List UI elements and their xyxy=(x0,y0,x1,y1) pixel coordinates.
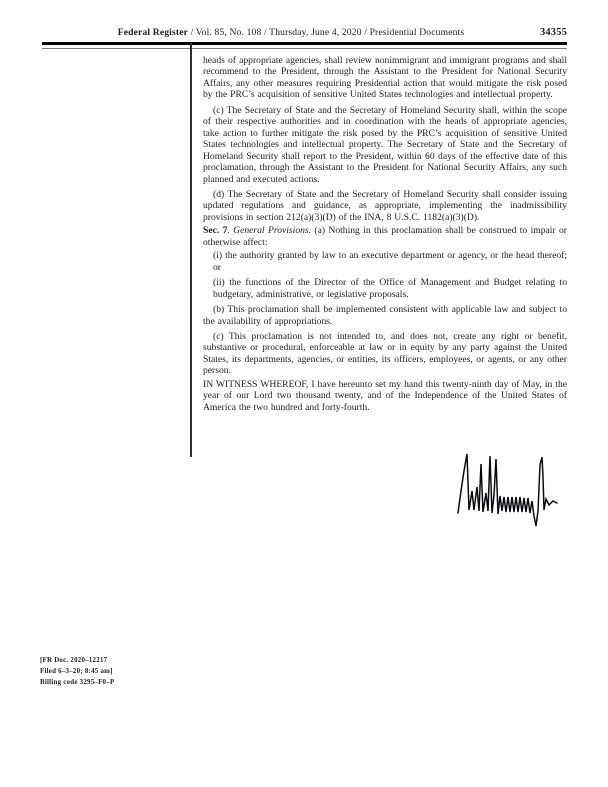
journal-name: Federal Register xyxy=(117,27,189,38)
paragraph-b: (b) This proclamation shall be implemented consistent with applicable law and subject to the availability of appropriations. xyxy=(203,304,567,327)
section-7-label: Sec. 7 xyxy=(203,225,228,237)
subitem-ii: (ii) the functions of the Director of the Office of Management and Budget relating to budgetary, administrative, or legislative proposals. xyxy=(213,277,567,300)
page-footer xyxy=(40,655,114,689)
issue-info: / Vol. 85, No. 108 / Thursday, June 4, 2020 / Presidential Documents xyxy=(188,27,465,38)
billing-code: Billing code 3295–F0–P xyxy=(40,679,115,687)
paragraph-c: (c) The Secretary of State and the Secretary of Homeland Security shall, within the scope of their respective authorities and in coordination with the heads of appropriate agencies, take action to further mitigate the risk posed by the PRC’s acquisition of sensitive United States technologies and intellectual property. The Secretary of State and the Secretary of Homeland Security shall report to the President, within 60 days of the effective date of this proclamation, through the Assistant to the President for National Security Affairs, any such planned and executed actions. xyxy=(203,104,567,185)
section-7-title: . General Provisions. xyxy=(227,225,315,237)
header-rule-bottom xyxy=(42,48,567,50)
header-title xyxy=(42,27,540,38)
presidential-signature xyxy=(456,451,566,531)
page-header xyxy=(42,27,567,38)
filed-date: Filed 6–3–20; 8:45 am] xyxy=(40,668,113,676)
left-margin-rule xyxy=(190,43,192,457)
section-7-text: (a) Nothing in this proclamation shall be construed to impair or otherwise affect: xyxy=(203,225,567,248)
witness-clause: IN WITNESS WHEREOF, I have hereunto set my hand this twenty-ninth day of May, in the year of our Lord two thousand twenty, and of the Independence of the United States of America the two hundred and forty-fourth. xyxy=(203,378,567,413)
paragraph-d: (d) The Secretary of State and the Secretary of Homeland Security shall consider issuing updated regulations and guidance, as appropriate, implementing the inadmissibility provisions in section 212(a)(3)(D) of the INA, 8 U.S.C. 1182(a)(3)(D). xyxy=(203,188,567,223)
header-rule-top xyxy=(42,42,567,45)
fr-doc-number: [FR Doc. 2020–12217 xyxy=(40,657,108,664)
subitem-i: (i) the authority granted by law to an executive department or agency, or the head thereof; or xyxy=(213,250,567,273)
section-7-heading xyxy=(203,225,567,248)
paragraph-c2: (c) This proclamation is not intended to, and does not, create any right or benefit, substantive or procedural, enforceable at law or in equity by any party against the United States, its departments, agencies, or entities, its officers, employees, or agents, or any other person. xyxy=(203,330,567,377)
paragraph-continuation: heads of appropriate agencies, shall review nonimmigrant and immigrant programs and shall recommend to the President, through the Assistant to the President for National Security Affairs, any other measures requiring Presidential action that would mitigate the risk posed by the PRC’s acquisition of sensitive United States technologies and intellectual property. xyxy=(203,55,567,101)
document-body xyxy=(203,55,567,417)
signature-icon xyxy=(456,451,566,531)
page-number: 34355 xyxy=(540,27,567,38)
